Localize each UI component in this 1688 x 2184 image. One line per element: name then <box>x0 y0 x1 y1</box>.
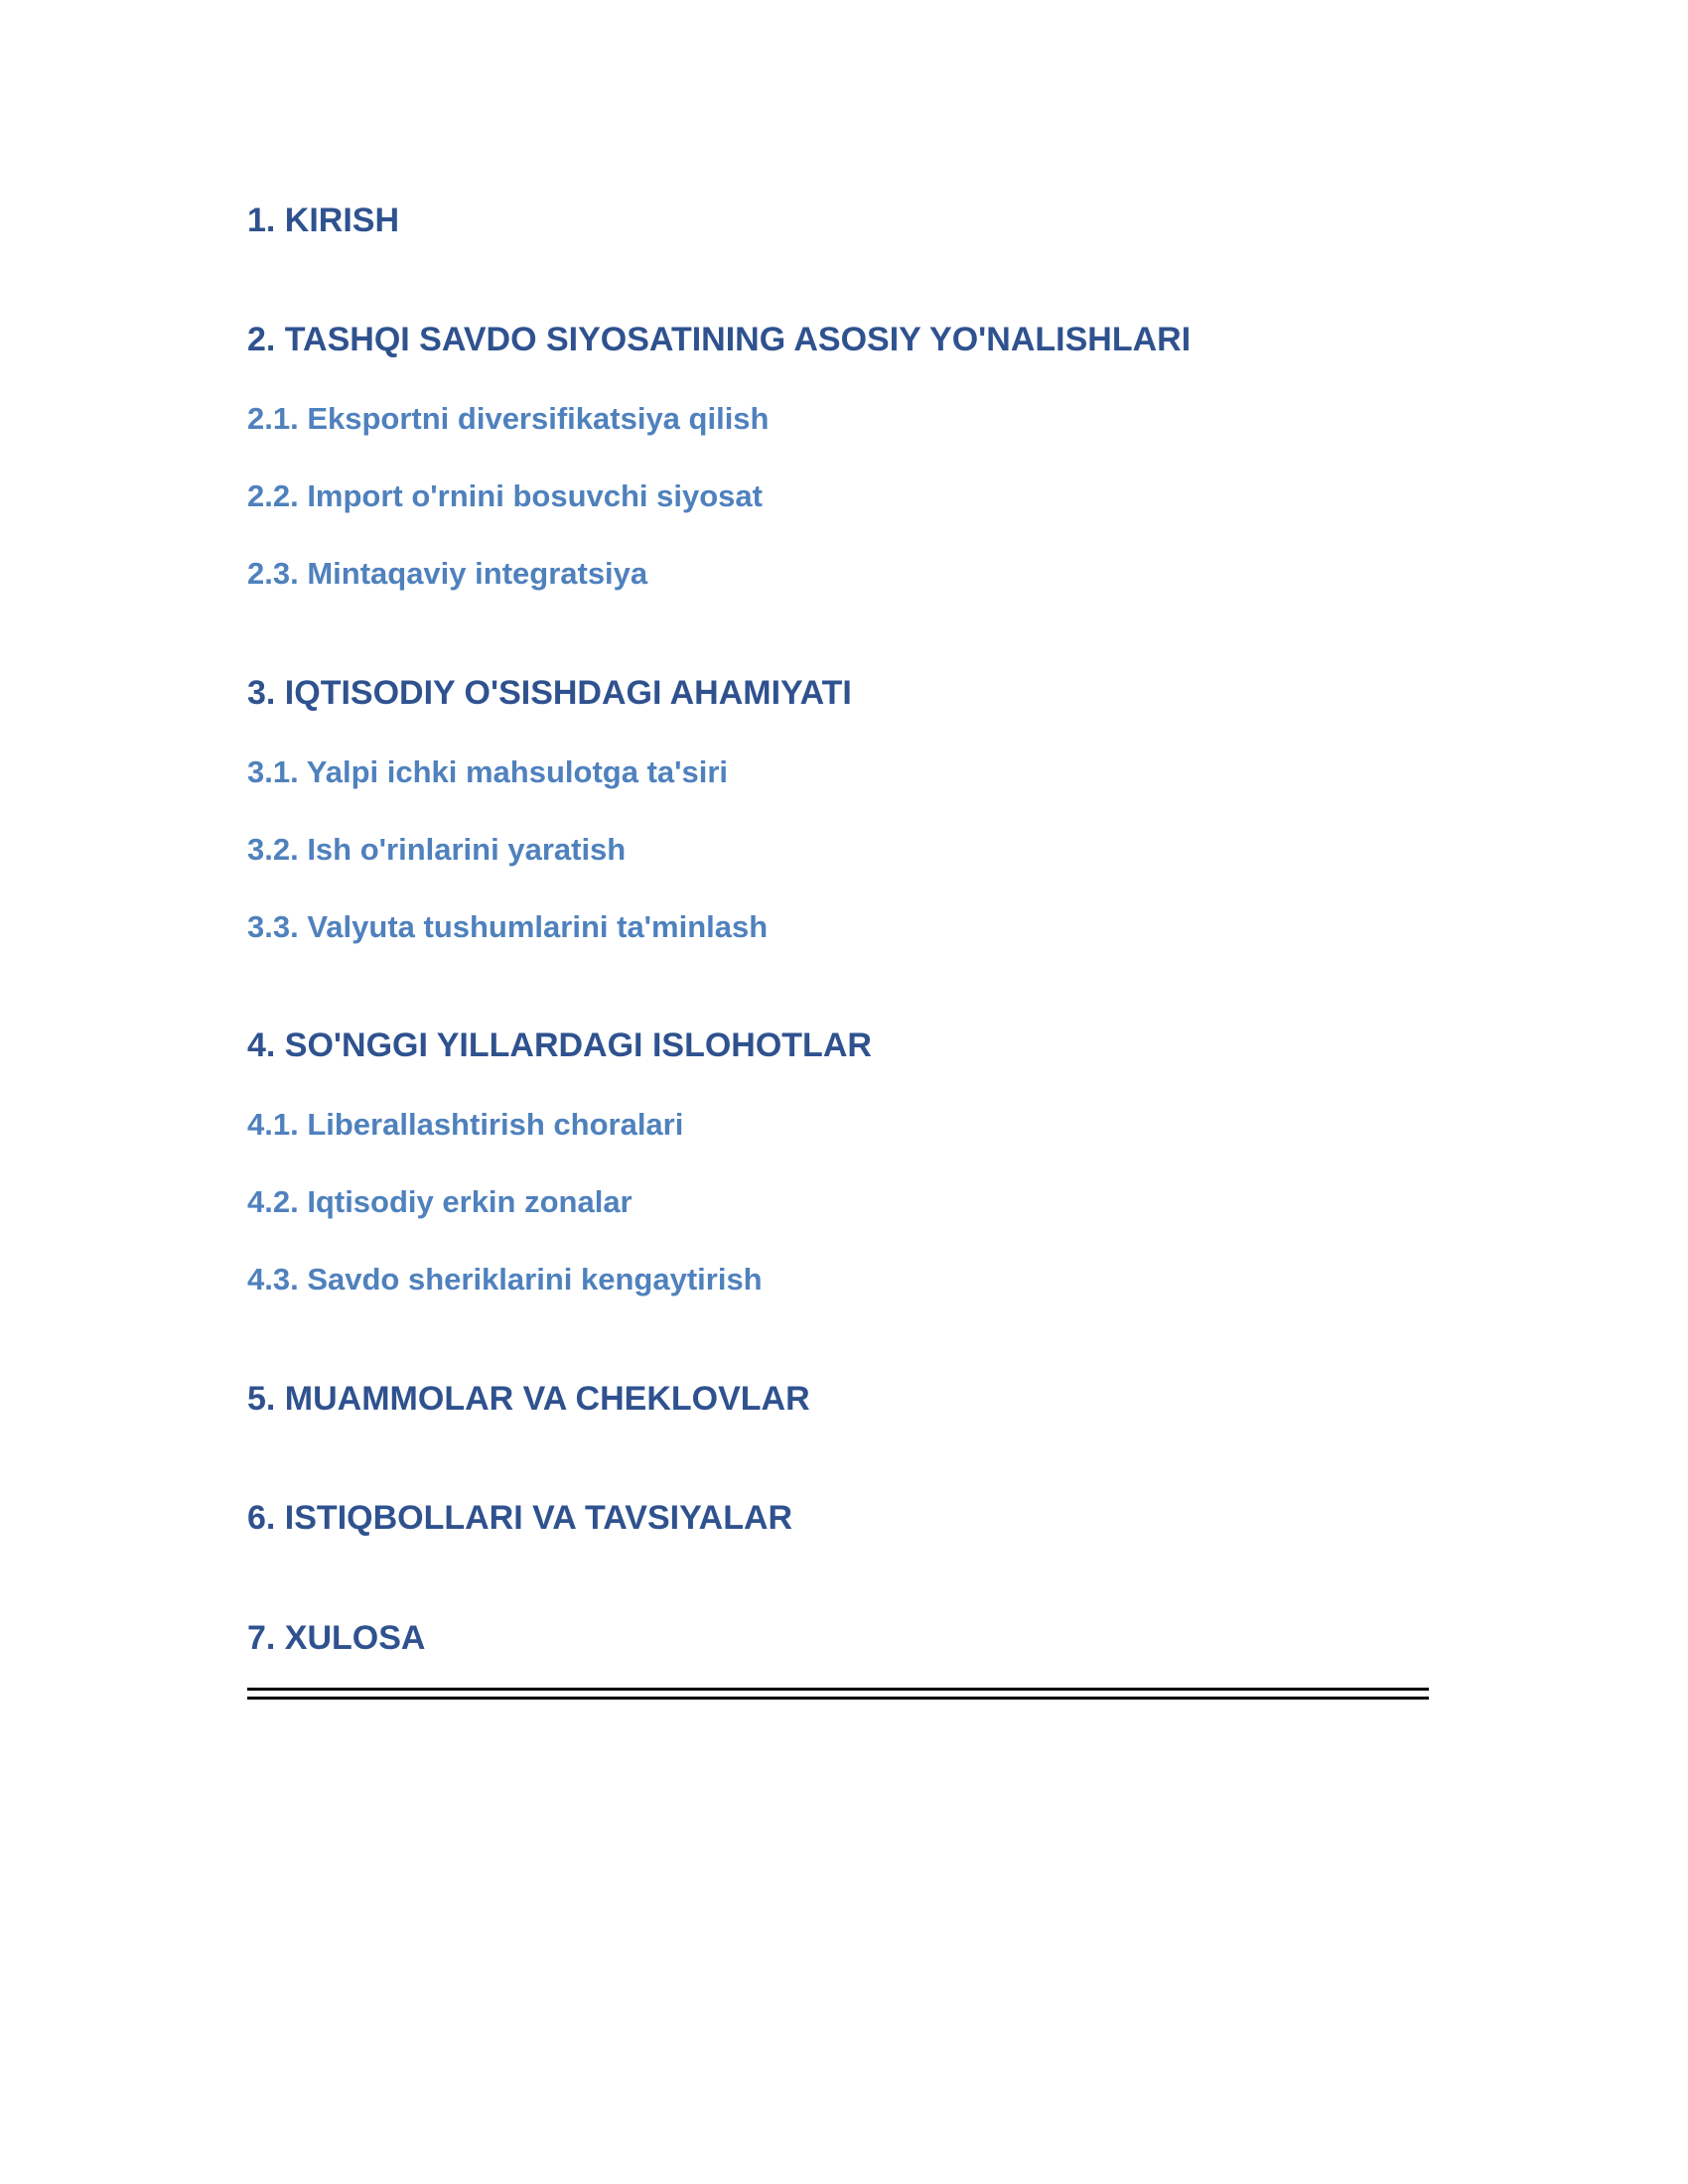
toc-heading-xulosa: 7. XULOSA <box>247 1619 426 1657</box>
toc-heading-iqtisodiy-osish: 3. IQTISODIY O'SISHDAGI AHAMIYATI <box>247 674 852 712</box>
table-of-contents <box>247 0 1429 2184</box>
toc-heading-istiqbollari: 6. ISTIQBOLLARI VA TAVSIYALAR <box>247 1499 793 1537</box>
toc-subheading-2-3: 2.3. Mintaqaviy integratsiya <box>247 556 648 591</box>
toc-subheading-3-3: 3.3. Valyuta tushumlarini ta'minlash <box>247 909 769 944</box>
toc-subheading-2-1: 2.1. Eksportni diversifikatsiya qilish <box>247 401 770 436</box>
toc-subheading-3-1: 3.1. Yalpi ichki mahsulotga ta'siri <box>247 754 729 789</box>
toc-subheading-3-2: 3.2. Ish o'rinlarini yaratish <box>247 832 627 867</box>
toc-subheading-2-2: 2.2. Import o'rnini bosuvchi siyosat <box>247 478 763 513</box>
toc-heading-islohotlar: 4. SO'NGGI YILLARDAGI ISLOHOTLAR <box>247 1026 872 1064</box>
toc-subheading-4-2: 4.2. Iqtisodiy erkin zonalar <box>247 1184 633 1219</box>
toc-heading-kirish: 1. KIRISH <box>247 202 400 239</box>
double-rule-divider <box>247 1688 1429 1700</box>
toc-heading-muammolar: 5. MUAMMOLAR VA CHEKLOVLAR <box>247 1380 810 1418</box>
toc-subheading-4-1: 4.1. Liberallashtirish choralari <box>247 1107 684 1142</box>
toc-subheading-4-3: 4.3. Savdo sheriklarini kengaytirish <box>247 1262 763 1297</box>
toc-heading-tashqi-savdo: 2. TASHQI SAVDO SIYOSATINING ASOSIY YO'NALISHLARI <box>247 321 1192 358</box>
